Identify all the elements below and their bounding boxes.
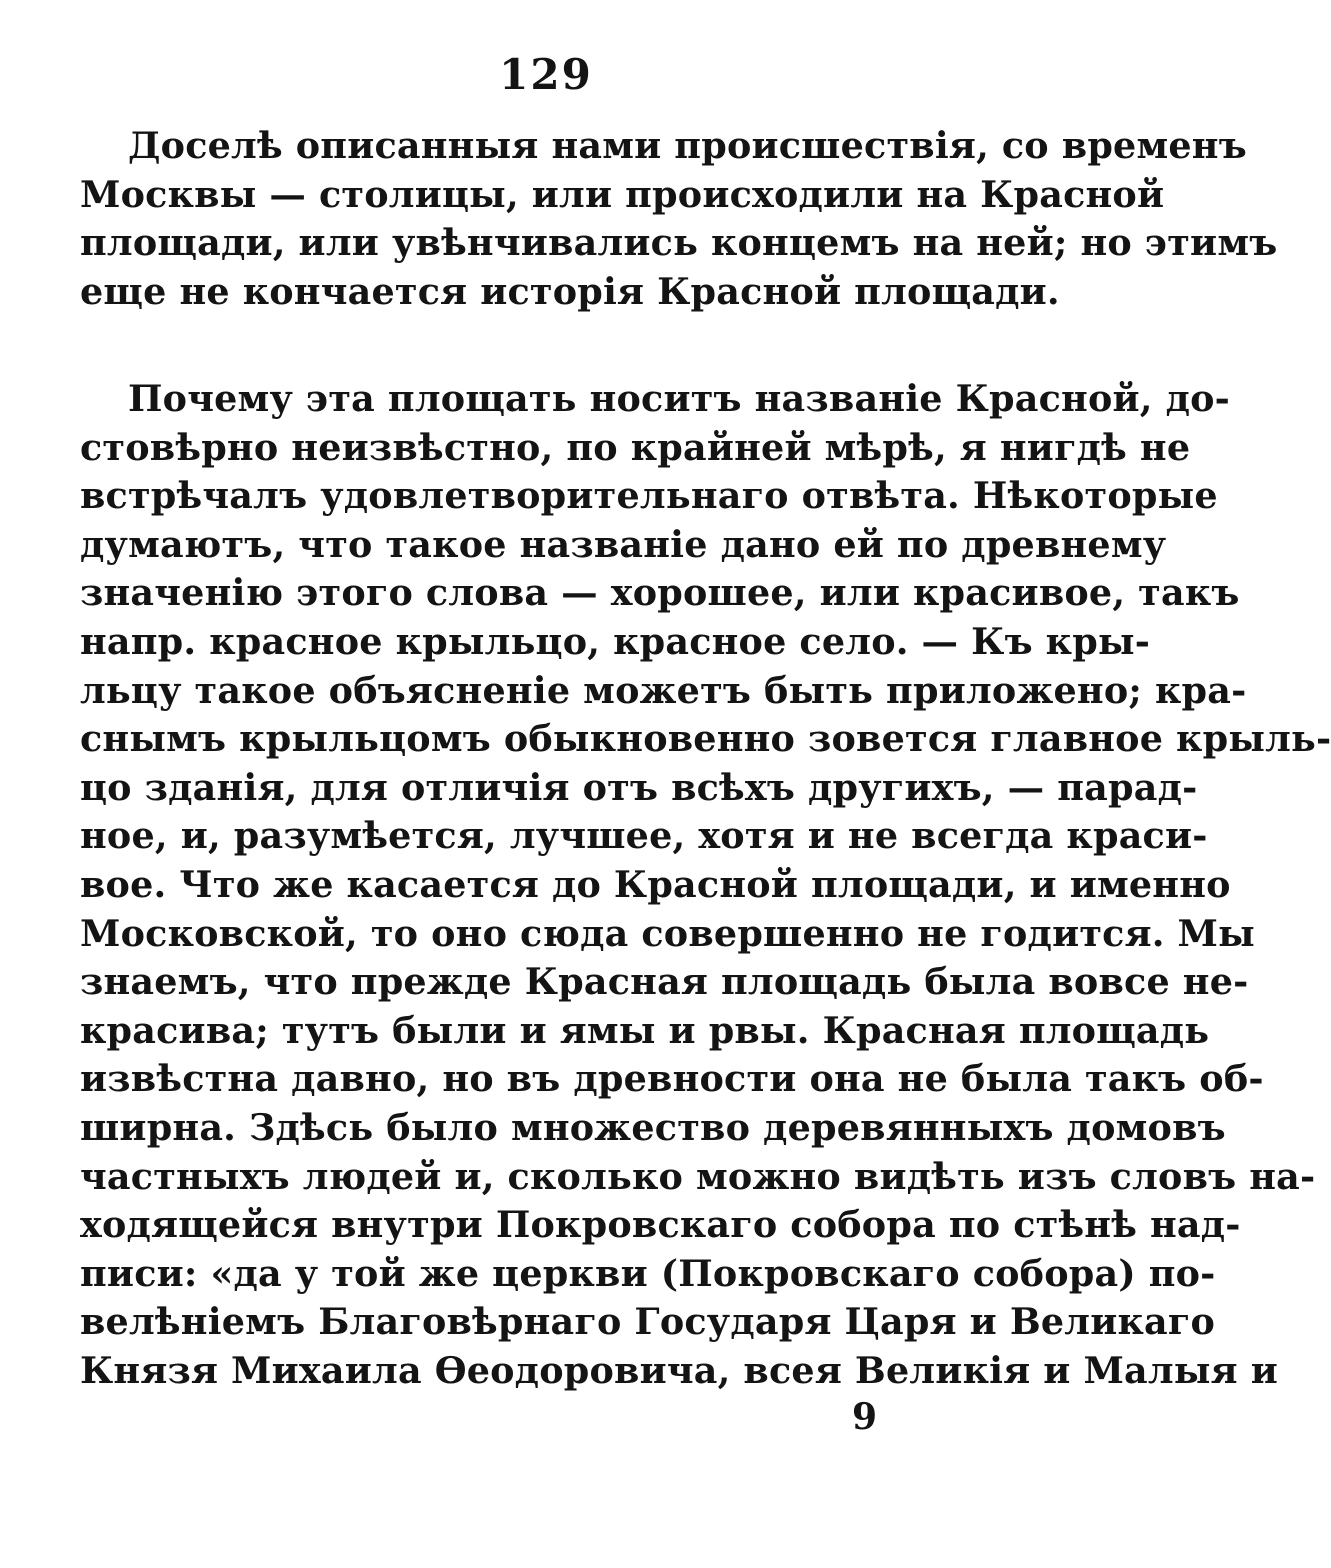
text-line: льцу такое объясненіе можетъ быть приложено; кра-	[80, 668, 1247, 712]
text-line: площади, или увѣнчивались концемъ на ней; но этимъ	[80, 221, 1278, 265]
text-line: красива; тутъ были и ямы и рвы. Красная площадь	[80, 1008, 1210, 1052]
text-line: цо зданія, для отличія отъ всѣхъ другихъ, — парад-	[80, 765, 1198, 809]
page-number: 129	[499, 50, 593, 99]
text-line: Князя Михаила Ѳеодоровича, всея Великія и Малыя и	[80, 1348, 1278, 1392]
text-line: напр. красное крыльцо, красное село. — Къ кры-	[80, 619, 1151, 663]
text-line: встрѣчалъ удовлетворительнаго отвѣта. Нѣкоторые	[80, 474, 1218, 518]
text-line: Москвы — столицы, или происходили на Красной	[80, 172, 1165, 216]
text-line: снымъ крыльцомъ обыкновенно зовется главное крыль-	[80, 717, 1331, 761]
text-line: ходящейся внутри Покровскаго собора по стѣнѣ над-	[80, 1203, 1241, 1247]
text-line: частныхъ людей и, сколько можно видѣть изъ словъ на-	[80, 1154, 1316, 1198]
signature-mark: 9	[852, 1396, 878, 1438]
text-line: еще не кончается исторія Красной площади.	[80, 269, 1060, 313]
text-line: писи: «да у той же церкви (Покровскаго собора) по-	[80, 1251, 1216, 1295]
text-line: ширна. Здѣсь было множество деревянныхъ домовъ	[80, 1105, 1226, 1149]
text-line: вое. Что же касается до Красной площади, и именно	[80, 862, 1231, 906]
paragraph-2	[80, 375, 1331, 1395]
text-line: Почему эта площать носитъ названіе Красной, до-	[128, 377, 1230, 420]
text-line: извѣстна давно, но въ древности она не была такъ об-	[80, 1057, 1264, 1101]
text-line: значенію этого слова — хорошее, или красивое, такъ	[80, 571, 1240, 615]
text-line: знаемъ, что прежде Красная площадь была вовсе не-	[80, 960, 1249, 1004]
text-line: Доселѣ описанныя нами происшествія, со временъ	[128, 124, 1247, 167]
paragraph-1	[80, 122, 1278, 316]
text-line: думаютъ, что такое названіе дано ей по древнему	[80, 522, 1167, 566]
text-line: ное, и, разумѣется, лучшее, хотя и не всегда краси-	[80, 814, 1208, 858]
text-line: Московской, то оно сюда совершенно не годится. Мы	[80, 911, 1255, 955]
text-line: стовѣрно неизвѣстно, по крайней мѣрѣ, я нигдѣ не	[80, 425, 1191, 469]
text-line: велѣніемъ Благовѣрнаго Государя Царя и Великаго	[80, 1300, 1216, 1344]
